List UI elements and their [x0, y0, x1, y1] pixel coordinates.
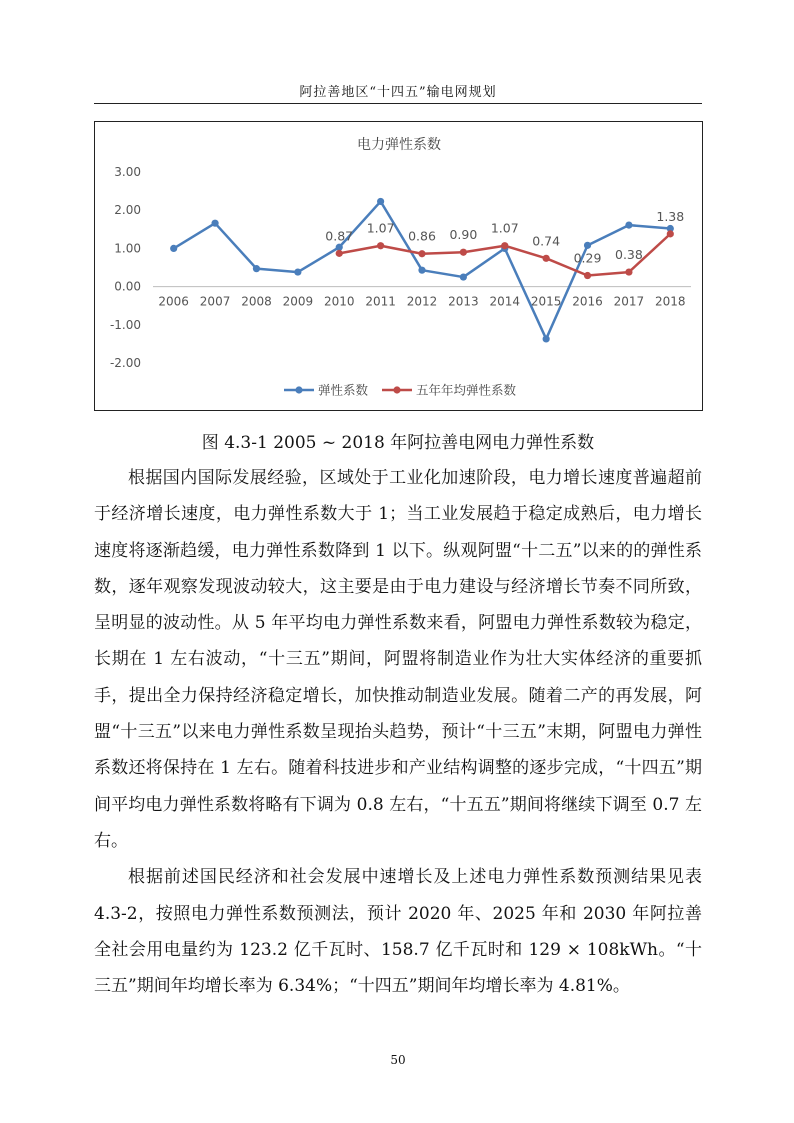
data-label: 0.86	[408, 228, 436, 244]
y-tick-label: -2.00	[109, 356, 141, 370]
legend-label: 弹性系数	[318, 382, 369, 398]
data-label: 0.38	[615, 247, 643, 263]
x-tick-label: 2014	[489, 294, 521, 309]
x-tick-label: 2012	[406, 294, 438, 309]
legend-marker	[295, 386, 302, 393]
series-1-point	[377, 198, 384, 205]
figure-caption: 图 4.3-1 2005 ~ 2018 年阿拉善电网电力弹性系数	[201, 433, 595, 453]
x-tick-label: 2008	[241, 294, 272, 309]
series-1-point	[625, 221, 632, 228]
series-2-point	[543, 255, 550, 262]
x-tick-label: 2013	[448, 294, 479, 309]
chart-title: 电力弹性系数	[357, 137, 441, 153]
x-tick-label: 2017	[613, 294, 645, 309]
y-tick-label: 2.00	[114, 203, 141, 218]
paragraph-1: 根据国内国际发展经验，区域处于工业化加速阶段，电力增长速度普遍超前于经济增长速度，电力弹性系数大于 1；当工业发展趋于稳定成熟后，电力增长速度将逐渐趋缓，电力弹性系数降到 1 以下。纵观阿盟“十二五”以来的的弹性系数，逐年观察发现波动较大，这主要是由于电力建设与经济增长节奏不同所致，呈明显的波动性。从 5 年平均电力弹性系数来看，阿盟电力弹性系数较为稳定，长期在 1 左右波动，“十三五”期间，阿盟将制造业作为壮大实体经济的重要抓手，提出全力保持经济稳定增长，加快推动制造业发展。随着二产的再发展，阿盟“十三五”以来电力弹性系数呈现抬头趋势，预计“十三五”末期，阿盟电力弹性系数还将保持在 1 左右。随着科技进步和产业结构调整的逐步完成，“十四五”期间平均电力弹性系数将略有下调为 0.8 左右，“十五五”期间将继续下调至 0.7 左右。	[94, 468, 702, 851]
series-1-point	[170, 245, 177, 252]
x-tick-label: 2009	[282, 294, 314, 309]
series-1-point	[253, 265, 260, 272]
series-1-point	[211, 220, 218, 227]
series-2-point	[418, 250, 425, 257]
data-label: 0.74	[532, 233, 561, 249]
series-2-point	[625, 268, 632, 275]
elasticity-chart	[95, 122, 702, 410]
x-tick-label: 2016	[572, 294, 603, 309]
series-1-point	[543, 335, 550, 342]
data-label: 0.29	[573, 250, 602, 266]
data-label: 0.90	[449, 227, 478, 243]
header-rule	[94, 103, 702, 104]
y-tick-label: -1.00	[109, 317, 141, 332]
series-1-point	[294, 268, 301, 275]
page-number: 50	[390, 1053, 406, 1067]
x-tick-label: 2010	[323, 294, 355, 309]
series-1-point	[460, 273, 467, 280]
body-text	[94, 460, 702, 1004]
x-tick-label: 2007	[199, 294, 231, 309]
series-1-point	[584, 242, 591, 249]
data-label: 1.38	[656, 208, 685, 224]
series-2-point	[460, 249, 467, 256]
series-2-point	[336, 250, 343, 257]
data-label: 1.07	[490, 220, 519, 236]
x-tick-label: 2015	[530, 294, 562, 309]
series-2-point	[377, 242, 384, 249]
series-2-point	[501, 242, 508, 249]
data-label: 1.07	[366, 220, 395, 236]
chart-frame	[94, 121, 703, 411]
y-tick-label: 1.00	[114, 241, 141, 256]
x-tick-label: 2018	[655, 294, 686, 309]
series-1-point	[418, 267, 425, 274]
y-tick-label: 0.00	[114, 279, 141, 294]
series-2-point	[584, 272, 591, 279]
y-tick-label: 3.00	[114, 165, 141, 179]
legend-label: 五年年均弹性系数	[416, 382, 517, 398]
running-header: 阿拉善地区“十四五”输电网规划	[299, 85, 497, 100]
series-2-point	[667, 230, 674, 237]
x-tick-label: 2006	[158, 294, 189, 309]
paragraph-2: 根据前述国民经济和社会发展中速增长及上述电力弹性系数预测结果见表 4.3-2，按照电力弹性系数预测法，预计 2020 年、2025 年和 2030 年阿拉善全社会用电量约为 123.2 亿千瓦时、158.7 亿千瓦时和 129 × 108kWh。“十三五”期间年均增长率为 6.34%；“十四五”期间年均增长率为 4.81%。	[94, 867, 702, 997]
legend-marker	[393, 386, 400, 393]
x-tick-label: 2011	[365, 294, 396, 309]
data-label: 0.87	[325, 228, 354, 244]
